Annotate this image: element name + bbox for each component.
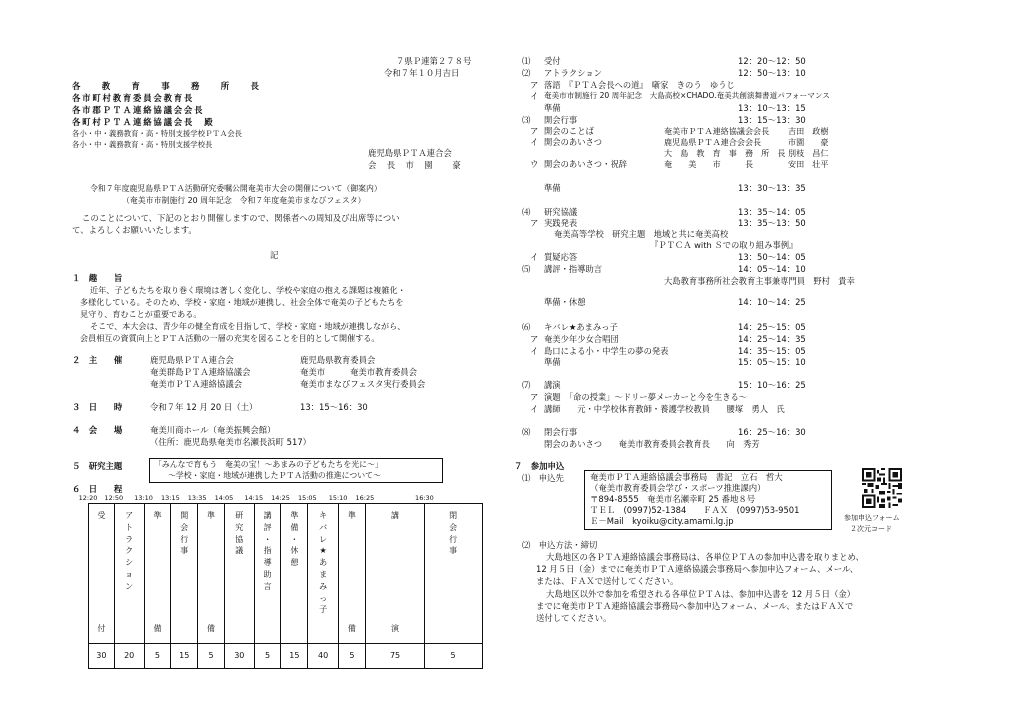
method-line: または、ＦＡＸで送付してください。 — [536, 576, 679, 586]
schedule-time-tick: 16:30 — [415, 494, 434, 502]
registration-label: ７ 参加申込 — [514, 461, 565, 471]
program-item-label: 落語 『ＰＴＡ会長への道』 噺家 きのう ゆうじ — [544, 80, 735, 90]
program-item-number: ⑴ — [522, 56, 531, 66]
event-time: 13：15～16：30 — [300, 402, 368, 412]
program-item-number: ア — [530, 334, 539, 344]
doc-date: 令和７年１０月吉日 — [384, 68, 460, 78]
program-item-time: 14：05～14：10 — [738, 264, 806, 274]
addressee-3: 各市郡ＰＴＡ連絡協議会会長 — [72, 105, 205, 115]
program-item-number: ⑻ — [522, 427, 531, 437]
left-page — [0, 0, 500, 724]
greeter-c-org: 奄 美 市 長 — [664, 159, 754, 169]
registration-method-label: ⑵ 申込方法・締切 — [522, 540, 598, 550]
doc-number: ７県Ｐ連第２７８号 — [396, 56, 472, 66]
method-line: 12 月５日（金）までに奄美市ＰＴＡ連絡協議会事務局へ参加申込フォーム、メール、 — [536, 564, 859, 574]
program-item-label: 奄美少年少女合唱団 — [544, 334, 619, 344]
section-1-label: １ 趣 旨 — [72, 273, 123, 283]
schedule-time-tick: 12:20 — [78, 494, 98, 502]
program-item-label: 開会のことば — [544, 126, 594, 136]
subject-line-2: （奄美市市制施行 20 周年記念 令和７年度奄美市まなびフェスタ） — [122, 196, 366, 205]
program-item-time: 12：50～13：10 — [738, 68, 806, 78]
program-item-time: 13：35～13：50 — [738, 218, 806, 228]
program-item-label: 準備・休憩 — [544, 297, 586, 307]
program-item-label: 『ＰＴＣＡ with Ｓでの取り組み事例』 — [650, 240, 798, 250]
program-item-number: イ — [530, 346, 539, 356]
program-item-label: 大島教育事務所社会教育主事兼専門員 野村 貴幸 — [664, 276, 855, 286]
organizer: 鹿児島県教育委員会 — [300, 355, 376, 365]
schedule-column-label: 準 備 — [339, 504, 366, 643]
section-5-label: ５ 研究主題 — [72, 461, 123, 471]
program-item-label: 講評・指導助言 — [544, 264, 603, 274]
schedule-column-minutes: 5 — [339, 644, 366, 668]
schedule-time-tick: 16:25 — [355, 494, 375, 502]
program-item-label: 奄美高等学校 研究主題 地域と共に奄美高校 — [554, 229, 729, 239]
schedule-column-minutes: 5 — [198, 644, 225, 668]
method-line: 送付してください。 — [536, 613, 612, 623]
program-item-number: ⑵ — [522, 68, 531, 78]
schedule-column-label: 準 備 ・ 休 憩 — [281, 504, 308, 643]
schedule-time-ticks — [78, 494, 483, 503]
program-item-label: 準備 — [544, 103, 561, 113]
program-item-time: 14：35～15：05 — [738, 346, 806, 356]
section-1-line: 会員相互の資質向上とＰＴＡ活動の一層の充実を図ることを目的として開催する。 — [80, 333, 380, 343]
sender-org: 鹿児島県ＰＴＡ連合会 — [368, 148, 452, 158]
section-3-label: ３ 日 時 — [72, 402, 123, 412]
registration-dest-label: ⑴ 申込先 — [522, 473, 564, 483]
greeter-b2-name: 別枝 昌仁 — [788, 148, 829, 158]
addressee-5: 各小・中・義務教育・高・特別支援学校ＰＴＡ会長 — [72, 129, 242, 138]
program-item-number: ア — [530, 392, 539, 402]
event-date: 令和７年 12 月 20 日（土） — [150, 402, 258, 412]
section-4-label: ４ 会 場 — [72, 425, 123, 435]
program-item-time: 13：10～13：15 — [738, 103, 806, 113]
greeter-a-org: 奄美市ＰＴＡ連絡協議会会長 — [664, 126, 770, 136]
program-item-label: 演題 「命の授業」～ドリー夢メーカーと今を生きる～ — [544, 392, 748, 402]
schedule-minutes-row — [89, 644, 482, 668]
method-line: までに奄美市ＰＴＡ連絡協議会事務局へ参加申込フォーム、メール、またはＦＡＸで — [536, 601, 854, 611]
program-item-time: 14：25～15：05 — [738, 322, 806, 332]
schedule-column-label: 準 備 — [145, 504, 172, 643]
intro-line-2: て、よろしくお願いいたします。 — [72, 225, 197, 235]
program-item-number: ア — [530, 80, 539, 90]
contact-line: （奄美市教育委員会学び・スポーツ推進課内） — [590, 483, 766, 493]
program-item-number: ア — [530, 126, 539, 136]
schedule-time-tick: 13:15 — [160, 494, 180, 502]
program-item-time: 13：50～14：05 — [738, 252, 806, 262]
schedule-column-minutes: 5 — [450, 650, 456, 660]
program-item-label: 質疑応答 — [544, 252, 578, 262]
schedule-column-label: ア ト ラ ク シ ョ ン — [115, 504, 145, 643]
theme-main: 「みんなで育もう 奄美の宝！～あまみの子どもたちを光に～」 — [154, 460, 383, 469]
addressee-2: 各市町村教育委員会教育長 — [72, 93, 195, 103]
schedule-table — [88, 503, 483, 669]
schedule-column-minutes: 75 — [366, 644, 426, 668]
schedule-time-tick: 14:25 — [271, 494, 290, 502]
program-item-label: 島口による小・中学生の夢の発表 — [544, 346, 669, 356]
section-1-line: 見守り、育むことが重要である。 — [80, 309, 202, 319]
contact-email[interactable]: Ｅ－Mail kyoiku@city.amami.lg.jp — [590, 516, 734, 526]
program-item-time: 13：15～13：30 — [738, 115, 806, 125]
program-item-label: 奄美市市制施行 20 周年記念 大島高校×CHADO.奄美共創演舞書道パフォーマンス — [544, 91, 830, 100]
theme-sub: ～学校・家庭・地域が連携したＰＴＡ活動の推進について～ — [168, 471, 381, 480]
method-line: 大島地区の各ＰＴＡ連絡協議会事務局は、各単位ＰＴＡの参加申込書を取りまとめ、 — [546, 552, 864, 562]
program-item-label: 準備 — [544, 183, 561, 193]
program-item-number: ⑺ — [522, 380, 531, 390]
program-item-label: アトラクション — [544, 68, 602, 78]
schedule-label-row — [89, 504, 482, 644]
schedule-time-tick: 14:15 — [244, 494, 264, 502]
program-item-number: ⑷ — [522, 207, 531, 217]
sender-title: 会 長 市 園 豪 — [368, 160, 462, 170]
schedule-column-minutes: 20 — [115, 644, 145, 668]
program-item-number: イ — [530, 252, 539, 262]
program-item-number: ウ — [530, 159, 539, 169]
schedule-column-label: 閉 会 行 事 — [449, 511, 458, 556]
organizer: 奄美群島ＰＴＡ連絡協議会 — [150, 367, 251, 377]
program-item-time: 14：25～14：35 — [738, 334, 806, 344]
venue-name: 奄美川商ホール（奄美振興会館） — [150, 425, 276, 435]
organizer: 奄美市教育委員会 — [350, 367, 417, 377]
schedule-column-label: キ バ レ ★ あ ま み っ 子 — [308, 504, 339, 643]
schedule-column-label: 講 演 — [366, 504, 426, 643]
addressee-6: 各小・中・義務教育・高・特別支援学校長 — [72, 140, 213, 149]
program-item-time: 15：10～16：25 — [738, 380, 806, 390]
greeter-c-name: 安田 壮平 — [788, 159, 829, 169]
qr-caption-1: 参加申込フォーム — [844, 514, 900, 522]
schedule-column-minutes: 5 — [255, 644, 282, 668]
section-1-line: そこで、本大会は、青少年の健全育成を目指して、学校・家庭・地域が連携しながら、 — [90, 321, 406, 331]
contact-line: 奄美市ＰＴＡ連絡協議会事務局 書記 立石 哲大 — [590, 472, 783, 482]
schedule-time-tick: 12:50 — [104, 494, 124, 502]
greeter-b-org: 鹿児島県ＰＴＡ連合会会長 — [664, 137, 762, 147]
program-item-number: イ — [530, 137, 539, 147]
section-6-label: ６ 日 程 — [72, 484, 123, 494]
right-page — [500, 0, 1024, 724]
contact-line: ＴＥＬ (0997)52-1384 ＦＡＸ (0997)53-9501 — [590, 505, 800, 515]
program-item-number: ⑶ — [522, 115, 531, 125]
section-1-line: 多様化している。そのため、学校・家庭・地域が連携し、社会全体で奄美の子どもたちを — [80, 297, 404, 307]
schedule-time-tick: 15:05 — [297, 494, 317, 502]
contact-line: 〒894-8555 奄美市名瀬幸町 25 番地８号 — [590, 494, 756, 504]
method-line: 大島地区以外で参加を希望される各単位ＰＴＡは、参加申込書を 12 月５日（金） — [546, 589, 856, 599]
schedule-column-minutes: 30 — [89, 644, 115, 668]
section-2-label: ２ 主 催 — [72, 355, 123, 365]
greeter-b-name: 市園 豪 — [788, 137, 829, 147]
program-item-number: イ — [530, 404, 539, 414]
intro-line-1: このことについて、下記のとおり開催しますので、関係者への周知及び出席等につい — [82, 213, 400, 223]
organizer: 奄美市まなびフェスタ実行委員会 — [300, 379, 426, 389]
qr-code-icon[interactable] — [862, 468, 902, 508]
schedule-time-tick: 14:05 — [214, 494, 234, 502]
greeter-a-name: 吉田 政樹 — [788, 126, 829, 136]
schedule-time-tick: 13:35 — [187, 494, 207, 502]
program-item-time: 14：10～14：25 — [738, 297, 806, 307]
program-item-label: 講師 元・中学校体育教師・養護学校教員 腰塚 勇人 氏 — [544, 404, 785, 414]
program-item-number: イ — [530, 91, 539, 101]
program-item-time: 16：25～16：30 — [738, 427, 806, 437]
program-item-label: キバレ★あまみっ子 — [544, 322, 618, 332]
program-item-number: ⑹ — [522, 322, 531, 332]
program-item-time: 13：35～14：05 — [738, 207, 806, 217]
program-item-time: 13：30～13：35 — [738, 183, 806, 193]
addressee-1: 各 教 育 事 務 所 長 — [72, 81, 266, 91]
schedule-column-minutes: 30 — [225, 644, 255, 668]
schedule-column-label: 講 評 ・ 指 導 助 言 — [255, 504, 282, 643]
schedule-time-tick: 13:10 — [134, 494, 153, 502]
schedule-column-minutes: 40 — [308, 644, 339, 668]
schedule-column-minutes: 5 — [145, 644, 172, 668]
addressee-4: 各町村ＰＴＡ連絡協議会長 殿 — [72, 117, 215, 127]
program-item-time: 12：20～12：50 — [738, 56, 806, 66]
schedule-column-label: 受 付 — [89, 504, 115, 643]
program-item-time: 15：05～15：10 — [738, 357, 806, 367]
program-item-label: 開会のあいさつ — [544, 137, 603, 147]
schedule-column-label: 開 会 行 事 — [171, 504, 198, 643]
program-item-label: 研究協議 — [544, 207, 578, 217]
greeter-b2-org: 大 島 教 育 事 務 所 長 — [664, 148, 786, 158]
schedule-column-label: 準 備 — [198, 504, 225, 643]
program-item-label: 講演 — [544, 380, 561, 390]
program-item-number: ア — [530, 218, 539, 228]
program-item-label: 開会行事 — [544, 115, 578, 125]
subject-line-1: 令和７年度鹿児島県ＰＴＡ活動研究委嘱公開奄美市大会の開催について（御案内） — [90, 184, 382, 193]
program-item-label: 実践発表 — [544, 218, 578, 228]
program-item-number: ⑸ — [522, 264, 531, 274]
section-1-line: 近年、子どもたちを取り巻く環境は著しく変化し、学校や家庭の抱える課題は複雑化・ — [90, 285, 406, 295]
schedule-column-minutes: 15 — [171, 644, 198, 668]
ki-heading: 記 — [270, 250, 279, 260]
schedule-column-minutes: 15 — [281, 644, 308, 668]
program-item-label: 受付 — [544, 56, 561, 66]
venue-address: （住所：鹿児島県奄美市名瀬長浜町 517） — [150, 437, 312, 447]
organizer: 奄美市ＰＴＡ連絡協議会 — [150, 379, 243, 389]
organizer: 鹿児島県ＰＴＡ連合会 — [150, 355, 234, 365]
schedule-column-label: 研 究 協 議 — [225, 504, 255, 643]
program-item-label: 準備 — [544, 357, 561, 367]
qr-caption-2: ２次元コード — [850, 525, 892, 533]
schedule-time-tick: 15:10 — [328, 494, 348, 502]
organizer: 奄美市 — [300, 367, 326, 377]
program-item-label: 閉会のあいさつ 奄美市教育委員会教育長 向 秀芳 — [544, 439, 760, 449]
program-item-label: 開会のあいさつ・祝辞 — [544, 159, 627, 169]
program-item-label: 閉会行事 — [544, 427, 578, 437]
